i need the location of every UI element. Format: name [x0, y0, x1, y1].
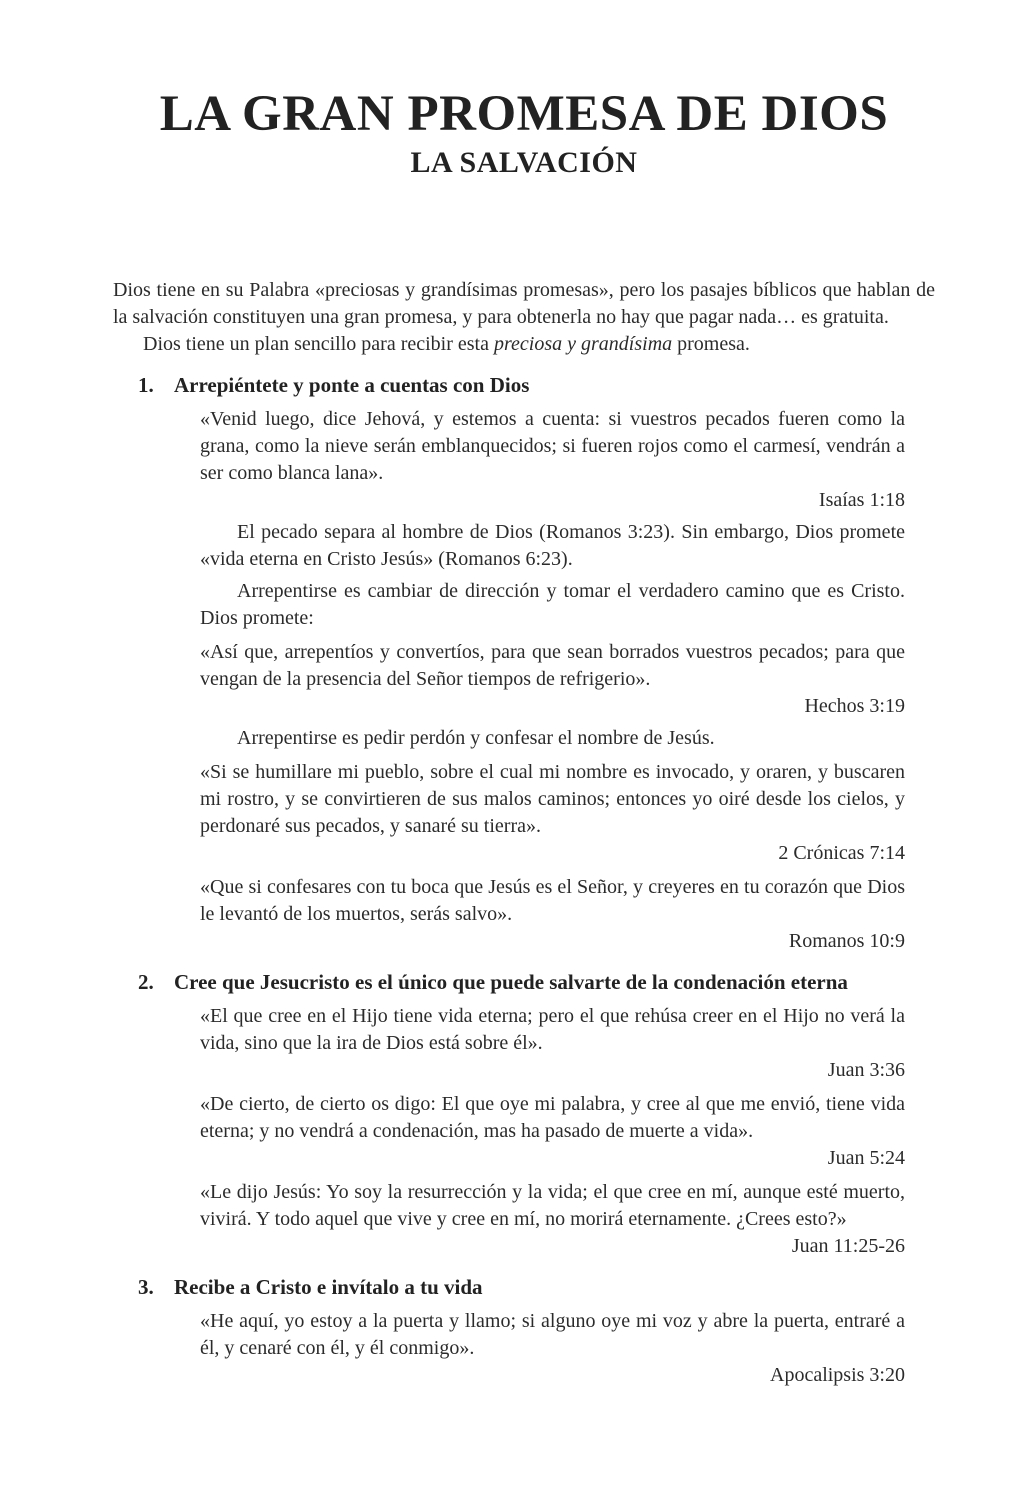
intro-paragraph-1: Dios tiene en su Palabra «preciosas y grandísimas promesas», pero los pasajes bíblicos que hablan de la salvación constituyen una gran promesa, y para obtenerla no hay que pagar nada… es gratuita.: [113, 278, 935, 328]
scripture-reference: Apocalipsis 3:20: [770, 1363, 905, 1386]
section-number: 1.: [138, 372, 154, 397]
section-number: 2.: [138, 969, 154, 994]
scripture-reference: 2 Crónicas 7:14: [778, 841, 905, 864]
scripture-quote: «Así que, arrepentíos y convertíos, para que sean borrados vuestros pecados; para que vengan de la presencia del Señor tiempos de refrigerio».: [200, 640, 905, 690]
body-paragraph: Arrepentirse es cambiar de dirección y tomar el verdadero camino que es Cristo. Dios promete:: [200, 579, 905, 629]
intro-paragraph-2-italic: preciosa y grandísima: [494, 332, 673, 355]
scripture-quote: «Venid luego, dice Jehová, y estemos a cuenta: si vuestros pecados fueren como la grana, como la nieve serán emblanquecidos; si fueren rojos como el carmesí, vendrán a ser como blanca lana».: [200, 407, 905, 484]
scripture-quote: «He aquí, yo estoy a la puerta y llamo; si alguno oye mi voz y abre la puerta, entraré a él, y cenaré con él, y él conmigo».: [200, 1309, 905, 1359]
scripture-quote-block: [200, 1308, 905, 1389]
intro-paragraph-2-pre: Dios tiene un plan sencillo para recibir esta: [143, 332, 494, 355]
section-number: 3.: [138, 1274, 154, 1299]
section-heading: [138, 1274, 935, 1301]
section-title: Arrepiéntete y ponte a cuentas con Dios: [174, 372, 530, 397]
scripture-quote: «De cierto, de cierto os digo: El que oye mi palabra, y cree al que me envió, tiene vida eterna; y no vendrá a condenación, mas ha pasado de muerte a vida».: [200, 1092, 905, 1142]
scripture-quote-block: [200, 639, 905, 720]
section-3: [113, 1274, 935, 1389]
scripture-reference: Hechos 3:19: [804, 694, 905, 717]
section-body: [200, 406, 905, 955]
scripture-quote: «El que cree en el Hijo tiene vida eterna; pero el que rehúsa creer en el Hijo no verá la vida, sino que la ira de Dios está sobre él».: [200, 1004, 905, 1054]
section-body: [200, 1308, 905, 1389]
intro-block: [113, 277, 935, 358]
scripture-quote-block: [200, 759, 905, 867]
scripture-quote: «Le dijo Jesús: Yo soy la resurrección y la vida; el que cree en mí, aunque esté muerto, vivirá. Y todo aquel que vive y cree en mí, no morirá eternamente. ¿Crees esto?»: [200, 1180, 905, 1230]
body-paragraph: El pecado separa al hombre de Dios (Romanos 3:23). Sin embargo, Dios promete «vida eterna en Cristo Jesús» (Romanos 6:23).: [200, 520, 905, 570]
scripture-quote-block: [200, 874, 905, 955]
scripture-reference: Juan 5:24: [827, 1146, 905, 1169]
scripture-quote-block: [200, 1091, 905, 1172]
scripture-quote: «Si se humillare mi pueblo, sobre el cual mi nombre es invocado, y oraren, y buscaren mi rostro, y se convirtieren de sus malos caminos; entonces yo oiré desde los cielos, y perdonaré sus pecados, y sanaré su tierra».: [200, 760, 905, 837]
scripture-reference: Isaías 1:18: [818, 488, 905, 511]
scripture-reference: Romanos 10:9: [788, 929, 905, 952]
section-heading: [138, 969, 935, 996]
section-title: Cree que Jesucristo es el único que puede salvarte de la condenación eterna: [174, 969, 848, 994]
scripture-reference: Juan 11:25-26: [791, 1234, 905, 1257]
intro-paragraph-2-post: promesa.: [672, 332, 750, 355]
section-heading: [138, 372, 935, 399]
page-subtitle: LA SALVACIÓN: [410, 146, 638, 180]
body-paragraph: Arrepentirse es pedir perdón y confesar el nombre de Jesús.: [237, 726, 715, 749]
section-title: Recibe a Cristo e invítalo a tu vida: [174, 1274, 483, 1299]
scripture-reference: Juan 3:36: [827, 1058, 905, 1081]
page-title: LA GRAN PROMESA DE DIOS: [159, 86, 889, 142]
scripture-quote-block: [200, 406, 905, 514]
scripture-quote-block: [200, 1003, 905, 1084]
section-2: [113, 969, 935, 1260]
section-body: [200, 1003, 905, 1260]
intro-paragraph-2: [113, 331, 935, 358]
scripture-quote-block: [200, 1179, 905, 1260]
section-1: [113, 372, 935, 955]
scripture-quote: «Que si confesares con tu boca que Jesús es el Señor, y creyeres en tu corazón que Dios le levantó de los muertos, serás salvo».: [200, 875, 905, 925]
